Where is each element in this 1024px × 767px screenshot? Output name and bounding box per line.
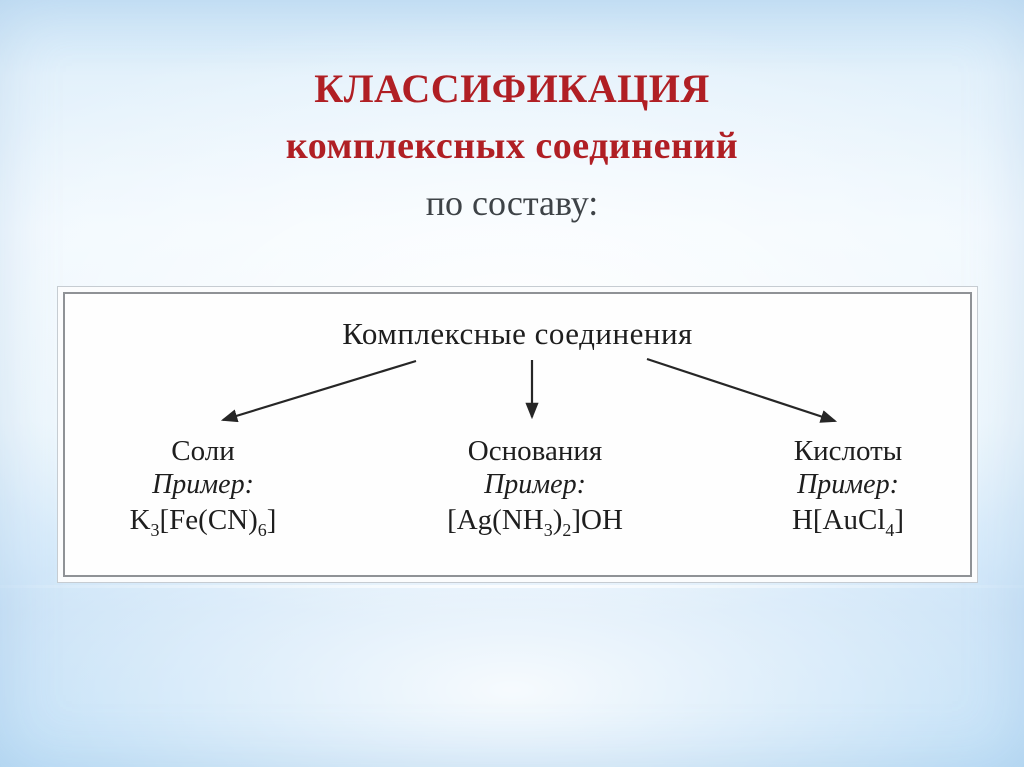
slide-subtitle: по составу: [425, 183, 599, 223]
diagram-panel [57, 286, 978, 583]
branch-name: Основания [467, 435, 603, 467]
branch-name: Кислоты [793, 435, 903, 467]
example-label: Пример: [484, 469, 586, 500]
branch-name: Соли [171, 435, 235, 467]
chemical-formula: $K_3[Fe(CN)_6]$ [129, 504, 277, 540]
branch-salts [88, 434, 318, 539]
chemical-formula: $[Ag(NH_3)_2]OH$ [447, 504, 623, 540]
slide-title-line-1: КЛАССИФИКАЦИЯ [314, 66, 710, 111]
branch-bases [420, 434, 650, 539]
diagram-panel-inner [63, 292, 972, 577]
slide-title-line-2: комплексных соединений [285, 125, 739, 167]
arrow-to-salts [223, 361, 416, 420]
branch-acids [733, 434, 963, 539]
background-shelf-highlight [0, 585, 1024, 588]
arrow-to-acids [647, 359, 835, 421]
slide-title-block [0, 64, 1024, 226]
example-label: Пример: [152, 469, 254, 500]
example-label: Пример: [797, 469, 899, 500]
chemical-formula: H[AuCl$_4$] [791, 504, 905, 540]
diagram-root-label: Комплексные соединения [342, 316, 693, 351]
